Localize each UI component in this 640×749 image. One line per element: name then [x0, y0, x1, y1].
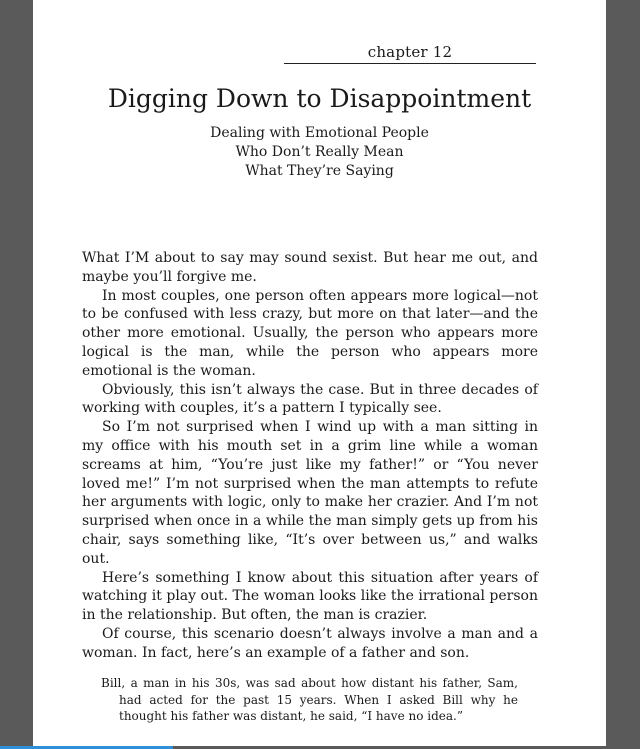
- book-page: [33, 0, 606, 749]
- paragraph: Here’s something I know about this situation after years of watching it play out. The woman looks like the irrational person in the relationship. But often, the man is crazier.: [82, 569, 538, 624]
- case-example-blockquote: [101, 675, 518, 725]
- body-text: [82, 249, 538, 663]
- chapter-subtitle: [33, 124, 606, 181]
- blockquote-text: Bill, a man in his 30s, was sad about how distant his father, Sam, had acted for the past 15 years. When I asked Bill why he thought his father was distant, he said, “I have no idea.”: [101, 676, 518, 723]
- paragraph: In most couples, one person often appears more logical—not to be confused with less crazy, but more on that later—and the other more emotional. Usually, the person who appears more logical is the man, while the person who appears more emotional is the woman.: [82, 287, 538, 379]
- chapter-label: chapter 12: [284, 43, 536, 64]
- subtitle-line: Dealing with Emotional People: [210, 125, 429, 141]
- paragraph: So I’m not surprised when I wind up with a man sitting in my office with his mouth set in a grim line while a woman screams at him, “You’re just like my father!” or “You never loved me!” I’m not surprised when the man attempts to refute her arguments with logic, only to make her crazier. And I’m not surprised when once in a while the man simply gets up from his chair, says something like, “It’s over between us,” and walks out.: [82, 419, 538, 567]
- subtitle-line: Who Don’t Really Mean: [235, 144, 404, 160]
- paragraph: Obviously, this isn’t always the case. But in three decades of working with couples, it’s a pattern I typically see.: [82, 381, 538, 417]
- paragraph: Of course, this scenario doesn’t always involve a man and a woman. In fact, here’s an example of a father and son.: [82, 625, 538, 661]
- paragraph: What I’M about to say may sound sexist. But hear me out, and maybe you’ll forgive me.: [82, 250, 538, 285]
- chapter-title: Digging Down to Disappointment: [107, 84, 532, 113]
- subtitle-line: What They’re Saying: [245, 163, 394, 179]
